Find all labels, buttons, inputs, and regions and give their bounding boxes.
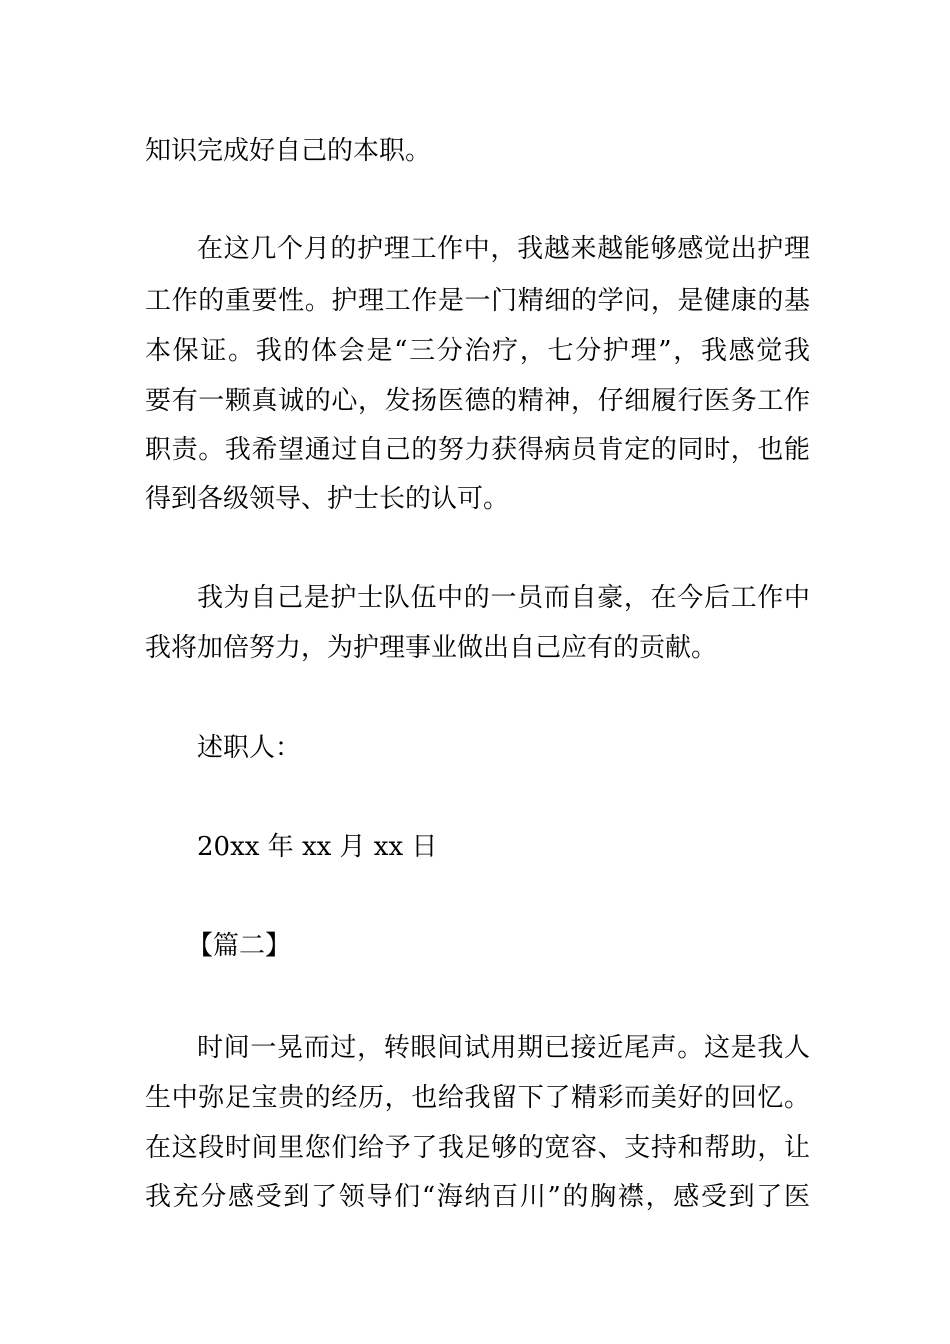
paragraph-line: 时间一晃而过，转眼间试用期已接近尾声。这是我人 xyxy=(197,1033,810,1063)
section-heading: 【篇二】 xyxy=(187,931,292,961)
paragraph-line: 生中弥足宝贵的经历，也给我留下了精彩而美好的回忆。 xyxy=(145,1083,810,1113)
paragraph-line: 我将加倍努力，为护理事业做出自己应有的贡献。 xyxy=(145,633,718,663)
paragraph-line: 我为自己是护士队伍中的一员而自豪，在今后工作中 xyxy=(197,583,810,613)
signature-label: 述职人： xyxy=(197,733,302,763)
paragraph-line: 知识完成好自己的本职。 xyxy=(145,136,432,166)
paragraph-line: 工作的重要性。护理工作是一门精细的学问，是健康的基 xyxy=(145,286,810,316)
paragraph-line: 得到各级领导、护士长的认可。 xyxy=(145,484,510,514)
date-line: 20xx 年 xx 月 xx 日 xyxy=(197,832,438,862)
paragraph-line: 要有一颗真诚的心，发扬医德的精神，仔细履行医务工作 xyxy=(145,386,810,416)
paragraph-line: 职责。我希望通过自己的努力获得病员肯定的同时，也能 xyxy=(145,435,810,465)
paragraph-line: 在这几个月的护理工作中，我越来越能够感觉出护理 xyxy=(197,234,810,264)
paragraph-line: 我充分感受到了领导们“海纳百川”的胸襟，感受到了医 xyxy=(145,1182,810,1212)
paragraph-line: 在这段时间里您们给予了我足够的宽容、支持和帮助，让 xyxy=(145,1133,810,1163)
paragraph-line: 本保证。我的体会是“三分治疗，七分护理”，我感觉我 xyxy=(145,336,810,366)
